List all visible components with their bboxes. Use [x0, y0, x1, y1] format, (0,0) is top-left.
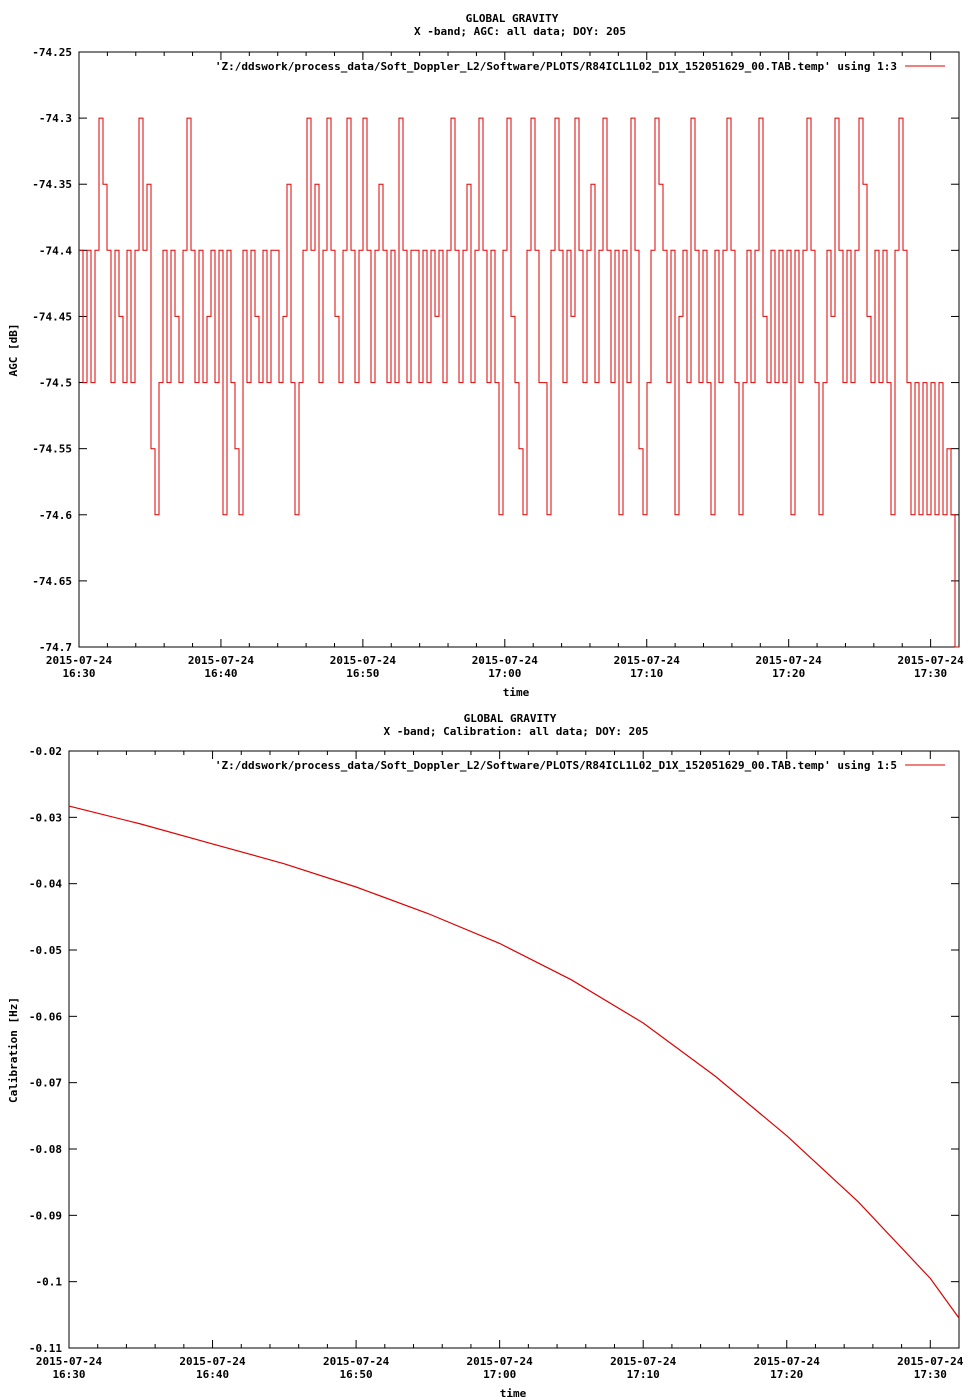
x-tick-label-time: 17:30: [914, 667, 948, 680]
y-tick-label: -74.5: [38, 376, 72, 390]
x-tick-label-date: 2015-07-24: [613, 654, 680, 667]
legend-label: 'Z:/ddswork/process_data/Soft_Doppler_L2/Software/PLOTS/R84ICL1L02_D1X_152051629_00.TAB.temp' using 1:3: [214, 60, 897, 73]
y-axis-label: Calibration [Hz]: [7, 997, 20, 1103]
y-tick-label: -74.3: [38, 112, 72, 126]
x-tick-label-time: 17:30: [913, 1368, 947, 1381]
x-tick-label-time: 16:30: [52, 1368, 86, 1381]
y-axis-ticks: [29, 745, 959, 1355]
x-tick-label-date: 2015-07-24: [471, 654, 538, 667]
x-tick-label-time: 16:50: [346, 667, 380, 680]
x-tick-label-time: 16:40: [195, 1368, 230, 1381]
x-tick-label-date: 2015-07-24: [610, 1355, 677, 1368]
y-tick-label: -0.07: [28, 1076, 62, 1090]
x-tick-label-time: 17:00: [483, 1368, 517, 1381]
agc-series-line: [79, 118, 959, 647]
x-axis-label: time: [499, 1387, 527, 1400]
x-tick-label-time: 16:30: [62, 667, 96, 680]
x-axis-ticks: [46, 52, 964, 680]
x-tick-label-date: 2015-07-24: [897, 1355, 964, 1368]
y-tick-label: -74.45: [32, 310, 72, 324]
y-tick-label: -0.03: [28, 811, 62, 825]
x-tick-label-time: 17:00: [488, 667, 522, 680]
x-axis-label: time: [502, 686, 530, 699]
x-tick-label-time: 17:10: [626, 1368, 660, 1381]
x-axis-ticks: [36, 751, 964, 1381]
x-tick-label-time: 17:20: [770, 1368, 804, 1381]
y-tick-label: -0.1: [35, 1275, 62, 1289]
y-tick-label: -74.55: [32, 442, 72, 456]
x-tick-label-date: 2015-07-24: [755, 654, 822, 667]
x-tick-label-date: 2015-07-24: [179, 1355, 246, 1368]
y-tick-label: -74.4: [38, 244, 72, 258]
chart-subtitle: X -band; AGC: all data; DOY: 205: [414, 25, 626, 38]
x-tick-label-date: 2015-07-24: [187, 654, 255, 667]
y-axis-label: AGC [dB]: [7, 323, 20, 377]
x-tick-label-date: 2015-07-24: [753, 1355, 820, 1368]
x-tick-label-time: 16:40: [204, 667, 238, 680]
calibration-series-line: [69, 806, 959, 1318]
legend-label: 'Z:/ddswork/process_data/Soft_Doppler_L2/Software/PLOTS/R84ICL1L02_D1X_152051629_00.TAB.temp' using 1:5: [214, 759, 897, 772]
y-tick-label: -74.25: [32, 46, 72, 59]
y-tick-label: -0.04: [28, 877, 62, 891]
x-tick-label-date: 2015-07-24: [329, 654, 396, 667]
y-tick-label: -0.02: [28, 745, 62, 758]
y-tick-label: -74.6: [38, 508, 72, 522]
chart-title: GLOBAL GRAVITY: [463, 712, 557, 725]
y-tick-label: -0.11: [28, 1342, 62, 1355]
y-tick-label: -74.7: [38, 641, 72, 654]
x-tick-label-date: 2015-07-24: [466, 1355, 533, 1368]
x-tick-label-time: 17:10: [630, 667, 664, 680]
x-tick-label-date: 2015-07-24: [35, 1355, 103, 1368]
chart-title: GLOBAL GRAVITY: [465, 12, 559, 25]
calibration-chart: [0, 700, 980, 1400]
x-tick-label-time: 16:50: [339, 1368, 373, 1381]
y-tick-label: -0.08: [28, 1143, 62, 1156]
chart-subtitle: X -band; Calibration: all data; DOY: 205: [383, 725, 649, 738]
y-tick-label: -74.35: [32, 178, 72, 192]
x-tick-label-date: 2015-07-24: [322, 1355, 390, 1368]
x-tick-label-time: 17:20: [772, 667, 806, 680]
y-tick-label: -0.09: [28, 1209, 62, 1223]
x-tick-label-date: 2015-07-24: [45, 654, 113, 667]
x-tick-label-date: 2015-07-24: [897, 654, 964, 667]
y-tick-label: -0.06: [28, 1010, 62, 1024]
y-tick-label: -0.05: [28, 944, 62, 957]
y-tick-label: -74.65: [32, 574, 72, 588]
